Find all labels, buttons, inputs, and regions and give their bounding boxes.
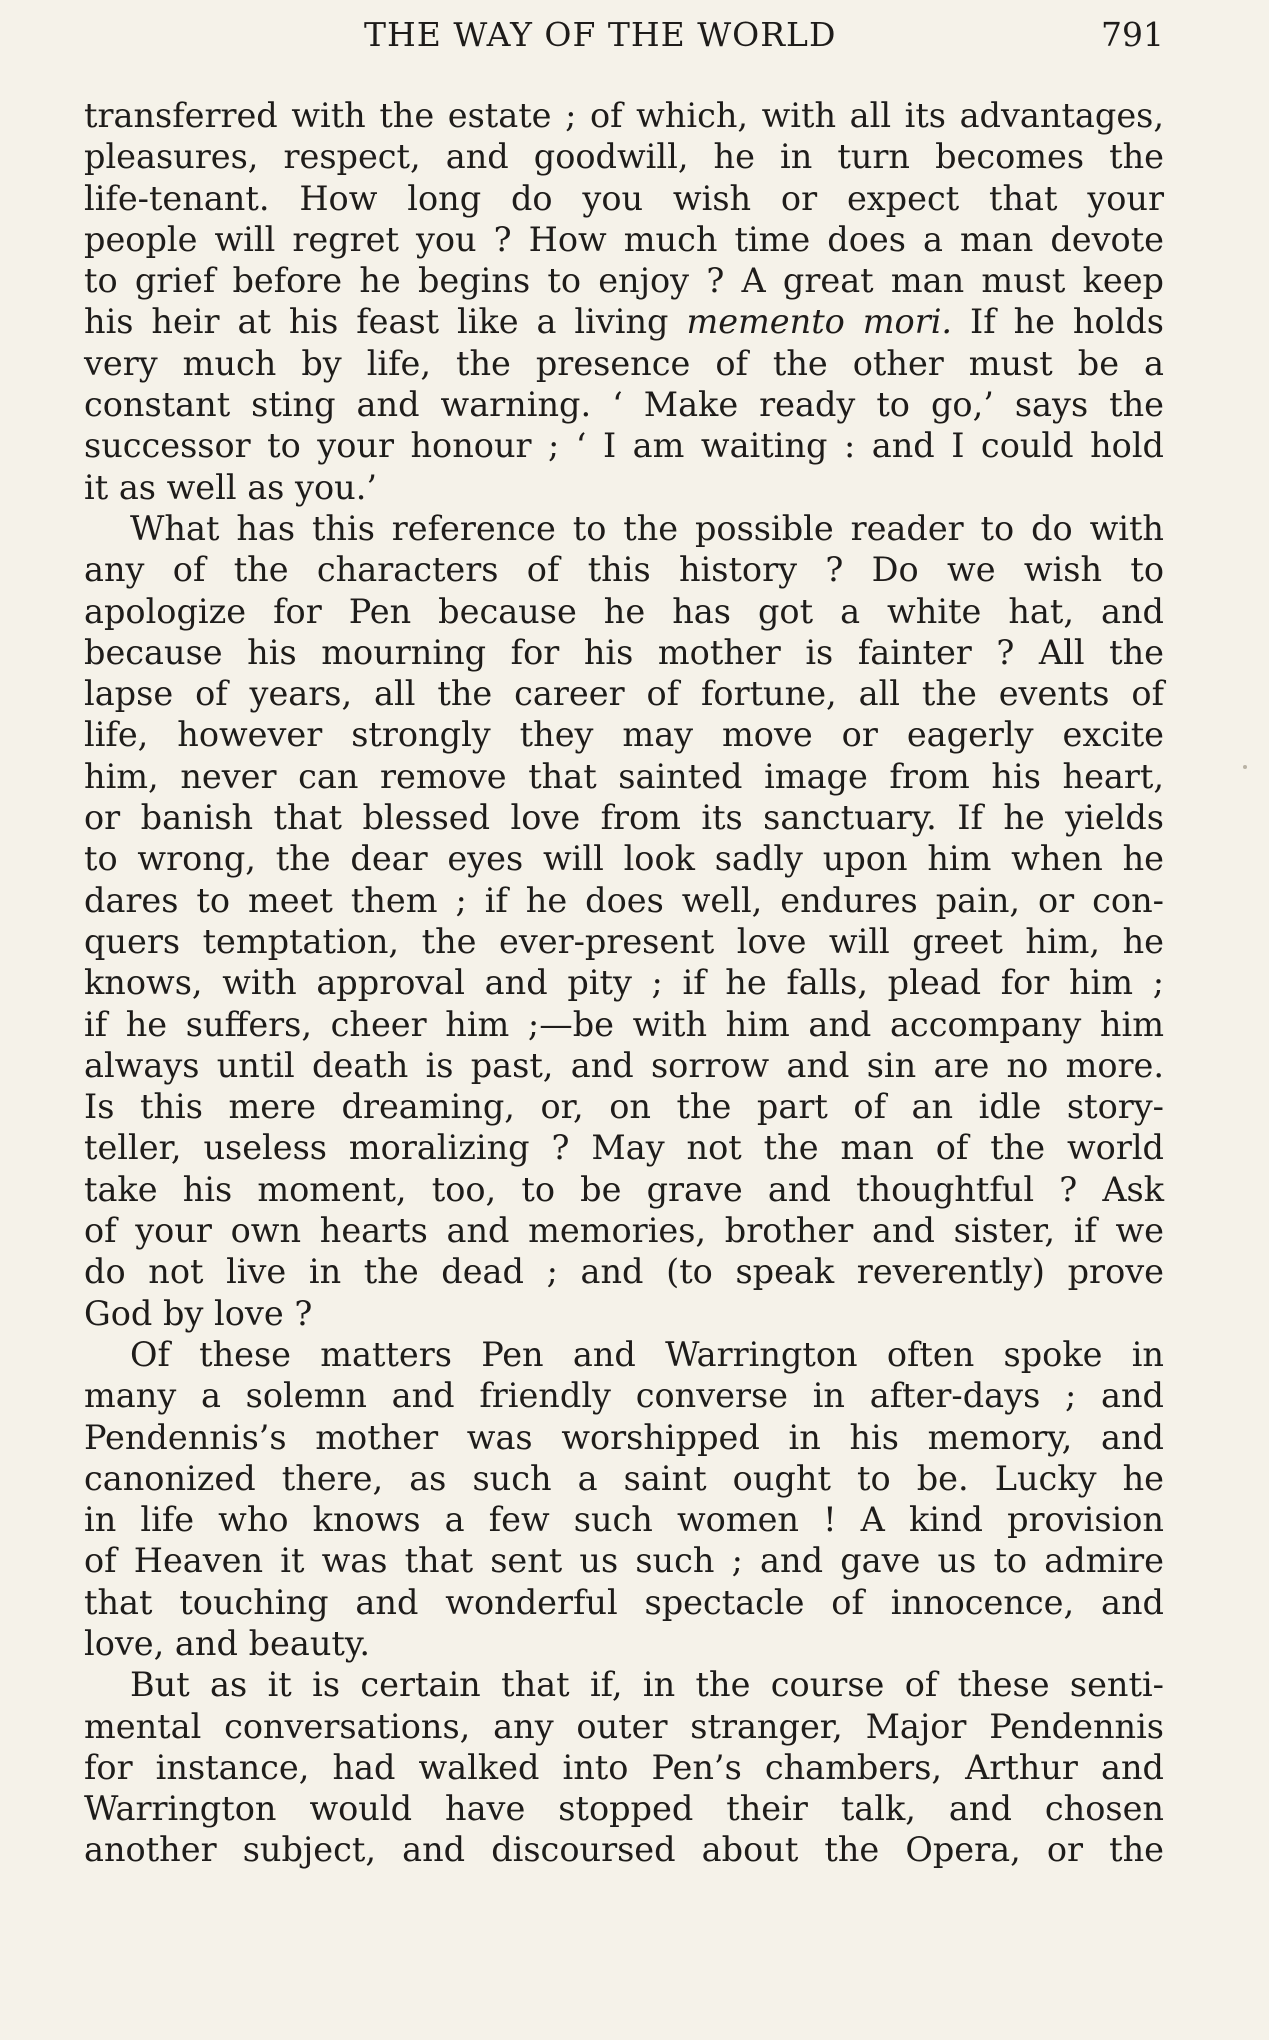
text-line: life, however strongly they may move or eagerly excite xyxy=(84,715,1164,755)
text-line: successor to your honour ; ‘ I am waiting : and I could hold xyxy=(84,426,1164,466)
running-head xyxy=(84,12,1164,58)
text-line: take his moment, too, to be grave and thoughtful ? Ask xyxy=(84,1169,1164,1209)
text-line: very much by life, the presence of the other must be a xyxy=(84,343,1164,383)
paragraph-first-line: But as it is certain that if, in the course of these senti- xyxy=(130,1665,1164,1705)
text-line: Pendennis’s mother was worshipped in his memory, and xyxy=(84,1417,1164,1457)
text-line: if he suffers, cheer him ;—be with him and accompany him xyxy=(84,1004,1164,1044)
paper-speck xyxy=(1243,765,1247,769)
text-line: apologize for Pen because he has got a white hat, and xyxy=(84,591,1164,631)
text-line: because his mourning for his mother is fainter ? All the xyxy=(84,632,1164,672)
text-line: teller, useless moralizing ? May not the man of the world xyxy=(84,1128,1164,1168)
text-line: Warrington would have stopped their talk, and chosen xyxy=(84,1789,1164,1829)
text-line: that touching and wonderful spectacle of innocence, and xyxy=(84,1582,1164,1622)
text-line: mental conversations, any outer stranger, Major Pendennis xyxy=(84,1706,1164,1746)
text-line: him, never can remove that sainted image from his heart, xyxy=(84,756,1164,796)
paragraph-last-line: God by love ? xyxy=(84,1293,313,1333)
text-line: any of the characters of this history ? Do we wish to xyxy=(84,550,1164,590)
text-line: knows, with approval and pity ; if he falls, plead for him ; xyxy=(84,963,1164,1003)
text-segment: his heir at his feast like a living xyxy=(84,302,687,342)
text-line: dares to meet them ; if he does well, endures pain, or con- xyxy=(84,880,1164,920)
text-line: to grief before he begins to enjoy ? A great man must keep xyxy=(84,261,1164,301)
text-line: quers temptation, the ever-present love will greet him, he xyxy=(84,921,1164,961)
text-line: people will regret you ? How much time does a man devote xyxy=(84,219,1164,259)
text-line: pleasures, respect, and goodwill, he in turn becomes the xyxy=(84,137,1164,177)
text-line: to wrong, the dear eyes will look sadly upon him when he xyxy=(84,839,1164,879)
text-line: transferred with the estate ; of which, with all its advantages, xyxy=(84,96,1164,135)
text-line-with-italic xyxy=(84,301,1164,342)
paragraph-last-line: love, and beauty. xyxy=(84,1623,370,1663)
text-line: in life who knows a few such women ! A kind provision xyxy=(84,1500,1164,1540)
text-line: life-tenant. How long do you wish or expect that your xyxy=(84,178,1164,218)
paragraph-first-line: What has this reference to the possible reader to do with xyxy=(130,508,1164,548)
text-line: canonized there, as such a saint ought to be. Lucky he xyxy=(84,1458,1164,1498)
text-line: do not live in the dead ; and (to speak reverently) prove xyxy=(84,1252,1164,1292)
italic-phrase: memento mori. xyxy=(686,302,953,342)
text-line: many a solemn and friendly converse in after-days ; and xyxy=(84,1376,1164,1416)
body-text xyxy=(84,95,1164,1871)
page-number: 791 xyxy=(1101,15,1164,54)
paragraph-first-line: Of these matters Pen and Warrington often spoke in xyxy=(130,1334,1164,1374)
text-line: of Heaven it was that sent us such ; and gave us to admire xyxy=(84,1541,1164,1581)
text-line: constant sting and warning. ‘ Make ready to go,’ says the xyxy=(84,385,1164,425)
text-line: always until death is past, and sorrow and sin are no more. xyxy=(84,1045,1164,1085)
text-line: of your own hearts and memories, brother and sister, if we xyxy=(84,1211,1164,1251)
running-title: THE WAY OF THE WORLD xyxy=(364,15,837,54)
text-line: lapse of years, all the career of fortune, all the events of xyxy=(84,674,1164,714)
text-line: or banish that blessed love from its sanctuary. If he yields xyxy=(84,798,1164,838)
text-segment: If he holds xyxy=(952,302,1164,342)
paragraph-last-line: it as well as you.’ xyxy=(84,467,377,507)
text-line: Is this mere dreaming, or, on the part of an idle story- xyxy=(84,1087,1164,1127)
text-line: for instance, had walked into Pen’s chambers, Arthur and xyxy=(84,1747,1164,1787)
text-line: another subject, and discoursed about the Opera, or the xyxy=(84,1830,1164,1870)
